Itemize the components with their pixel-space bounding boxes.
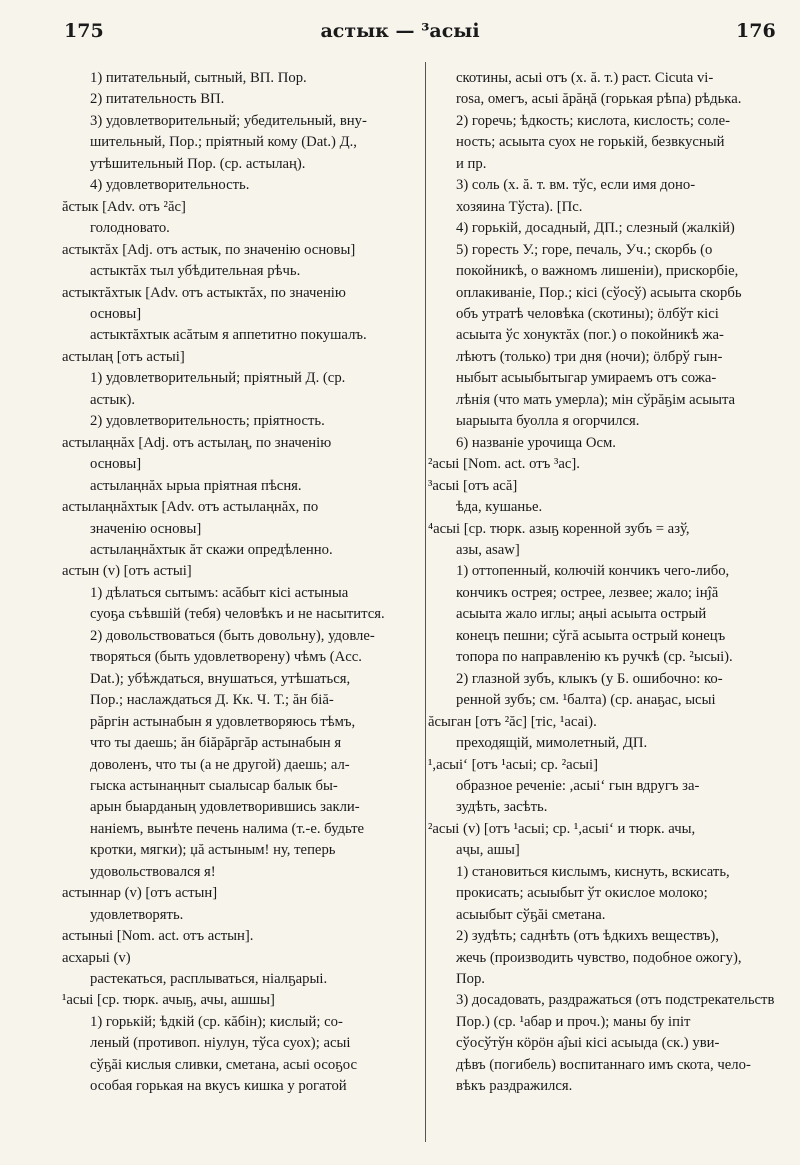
left-column-line: основы] bbox=[90, 305, 142, 322]
right-column-line: оплакиваніе, Пор.; кісі (сўосў) асыыта скорбь bbox=[456, 284, 742, 301]
left-column-line: что ты даешь; ăн біăрăргăр астынабын я bbox=[90, 735, 342, 752]
right-column-line: Пор. bbox=[456, 971, 485, 988]
right-column-line: аҷы, ашы] bbox=[456, 842, 520, 859]
right-column-line: и пр. bbox=[456, 155, 487, 172]
left-column-line: сўҕăі кислыя сливки, сметана, асыі осоҕос bbox=[90, 1056, 358, 1073]
left-column-line: наніемъ, вынѣте печень налима (т.-е. будьте bbox=[90, 820, 365, 837]
left-column-line: 2) питательность ВП. bbox=[90, 91, 225, 108]
right-column-line: 1) оттопенный, колючій кончикъ чего-либо, bbox=[456, 563, 730, 580]
right-column-line: преходящій, мимолетный, ДП. bbox=[456, 735, 648, 752]
left-column-line: 1) удовлетворительный; пріятный Д. (ср. bbox=[90, 370, 346, 387]
left-column-line: 1) дѣлаться сытымъ: асăбыт кісі астыныа bbox=[90, 584, 349, 601]
left-column-line: астыктăх [Adj. отъ астык, по значенію основы] bbox=[62, 241, 356, 258]
right-column-line: 2) глазной зубъ, клыкъ (у Б. ошибочно: ко- bbox=[456, 670, 723, 687]
left-column-line: астылаңнăх ырыа пріятная пѣсня. bbox=[90, 477, 302, 494]
left-column-line: астыктăхтык [Adv. отъ астыктăх, по значенію bbox=[62, 284, 346, 301]
left-column-line: Пор.; наслаждаться Д. Кк. Ч. Т.; ăн біă- bbox=[90, 692, 334, 709]
right-column-line: скотины, асыі отъ (х. ă. т.) раст. Cicuta vi- bbox=[456, 70, 714, 86]
left-column-line: суоҕа съѣвшій (тебя) человѣкъ и не насытится. bbox=[90, 606, 385, 623]
right-column-line: асыыта ўс хонуктăх (пог.) о покойникѣ жа- bbox=[456, 327, 724, 344]
right-column-line: Пор.) (ср. ¹абар и проч.); маны бу іпіт bbox=[456, 1013, 691, 1030]
right-column-line: 3) соль (х. ă. т. вм. тўс, если имя доно- bbox=[456, 177, 696, 194]
right-column-line: зудѣть, засѣть. bbox=[456, 799, 548, 816]
right-column-line: 2) горечь; ѣдкость; кислота, кислость; соле- bbox=[456, 112, 730, 129]
left-column bbox=[62, 68, 420, 1098]
left-column-line: основы] bbox=[90, 456, 142, 473]
right-column-line: 5) горесть У.; горе, печаль, Уч.; скорбь (о bbox=[456, 241, 713, 258]
left-column-line: 3) удовлетворительный; убедительный, вну- bbox=[90, 112, 367, 129]
right-column-line: образное реченіе: ,асыі‘ гын вдругъ за- bbox=[456, 777, 700, 794]
right-column-line: ныбыт асыыбытыгар умираемъ отъ сожа- bbox=[456, 370, 717, 387]
right-column-line: сўосўтўн кöрöн аĵыі кісі асыыда (ск.) уви- bbox=[456, 1035, 720, 1052]
page-header bbox=[0, 20, 800, 50]
left-column-line: утѣшительный Пор. (ср. астылаң). bbox=[90, 155, 306, 172]
left-column-line: удовольствовался я! bbox=[90, 863, 216, 880]
right-column bbox=[428, 68, 786, 1098]
column-divider bbox=[425, 62, 426, 1142]
left-column-line: астыныі [Nom. act. отъ астын]. bbox=[62, 928, 254, 945]
left-column-line: арын быарданың удовлетворившись закли- bbox=[90, 799, 360, 816]
right-column-line: ăсыган [отъ ²ăс] [тіс, ¹асаі). bbox=[428, 713, 597, 730]
right-column-line: конецъ пешни; сўгă асыыта острый конецъ bbox=[456, 627, 726, 644]
right-column-line: rosa, омегъ, асыі ăрăңă (горькая рѣпа) рѣдька. bbox=[456, 91, 742, 108]
right-column-line: кончикъ острея; острее, лезвее; жало; інĵă bbox=[456, 584, 719, 601]
left-column-line: доволенъ, что ты (а не другой) даешь; ал- bbox=[90, 756, 350, 773]
right-column-line: 6) названіе урочища Осм. bbox=[456, 434, 616, 451]
right-column-line: ²асыі (v) [отъ ¹асыі; ср. ¹,асыі‘ и тюрк. ачы, bbox=[428, 820, 696, 837]
right-column-line: ³асыі [отъ асă] bbox=[428, 477, 518, 494]
left-column-line: астыннар (v) [отъ астын] bbox=[62, 885, 218, 902]
left-column-line: 2) довольствоваться (быть довольну), удовле- bbox=[90, 627, 375, 644]
right-column-line: 4) горькій, досадный, ДП.; слезный (жалкій) bbox=[456, 220, 735, 237]
left-column-line: леный (противоп. ніулун, тўса суох); асыі bbox=[90, 1035, 351, 1052]
left-column-line: рăргін астынабын я удовлетворяюсь тѣмъ, bbox=[90, 713, 356, 730]
running-title: астык — ³асыі bbox=[320, 20, 480, 42]
left-column-line: творяться (быть удовлетворену) чѣмъ (Acc. bbox=[90, 649, 362, 666]
right-column-line: 2) зудѣть; саднѣть (отъ ѣдкихъ веществъ), bbox=[456, 928, 719, 945]
right-column-line: ность; асыыта суох не горькій, безвкусный bbox=[456, 134, 725, 151]
left-column-line: удовлетворять. bbox=[90, 906, 184, 923]
right-column-line: топора по направленію къ ручкѣ (ср. ²ысыі). bbox=[456, 649, 733, 666]
right-column-line: жечь (производить чувство, подобное ожогу), bbox=[456, 949, 742, 966]
left-column-line: астылаң [отъ астыі] bbox=[62, 348, 185, 365]
left-column-line: значенію основы] bbox=[90, 520, 202, 537]
right-column-line: ыарыыта буолла я огорчился. bbox=[456, 413, 640, 430]
right-column-line: ⁴асыі [ср. тюрк. азыҕ коренной зубъ = азў, bbox=[428, 520, 690, 537]
left-column-line: 2) удовлетворительность; пріятность. bbox=[90, 413, 325, 430]
right-column-line: 3) досадовать, раздражаться (отъ подстрекательств bbox=[456, 992, 775, 1009]
right-column-line: хозяина Тўста). [Пс. bbox=[456, 198, 583, 215]
right-column-line: ренной зубъ; см. ¹балта) (ср. анаҕас, ысыі bbox=[456, 692, 716, 709]
right-column-line: прокисать; асыыбыт ўт окислое молоко; bbox=[456, 885, 708, 902]
left-column-line: Dat.); убѣждаться, внушаться, утѣшаться, bbox=[90, 670, 351, 687]
right-column-line: ²асыі [Nom. act. отъ ³ас]. bbox=[428, 456, 580, 473]
left-column-line: 1) горькій; ѣдкій (ср. кăбін); кислый; со- bbox=[90, 1013, 343, 1030]
right-column-line: объ утратѣ человѣка (скотины); öлбўт кісі bbox=[456, 305, 719, 322]
left-column-line: асхарыі (v) bbox=[62, 949, 131, 966]
right-column-line: покойникѣ, о важномъ лишеніи), прискорбіе, bbox=[456, 263, 739, 280]
left-column-line: астылаңнăх [Adj. отъ астылаң, по значенію bbox=[62, 434, 332, 451]
left-column-line: астылаңнăхтык [Adv. отъ астылаңнăх, по bbox=[62, 499, 319, 516]
left-column-line: астылаңнăхтык ăт скажи опредѣленно. bbox=[90, 541, 333, 558]
right-column-line: ѣда, кушанье. bbox=[456, 499, 543, 516]
right-column-line: ¹,асыі‘ [отъ ¹асыі; ср. ²асыі] bbox=[428, 756, 598, 773]
right-column-line: азы, asaw] bbox=[456, 541, 520, 558]
right-column-line: лѣютъ (только) три дня (ночи); öлбрў гын- bbox=[456, 348, 723, 365]
left-column-line: растекаться, расплываться, ніалҕарыі. bbox=[90, 971, 328, 988]
page-number-right: 176 bbox=[736, 20, 776, 42]
left-column-line: 4) удовлетворительность. bbox=[90, 177, 250, 194]
left-column-line: кротки, мягки); џă астыным! ну, теперь bbox=[90, 842, 336, 859]
left-column-line: шительный, Пор.; пріятный кому (Dat.) Д., bbox=[90, 134, 357, 151]
left-column-line: ¹асыі [ср. тюрк. ачыҕ, ачы, ашшы] bbox=[62, 992, 275, 1009]
left-column-line: ăстык [Adv. отъ ²ăс] bbox=[62, 198, 186, 215]
right-column-line: дѣвъ (погибель) воспитаннаго имъ скота, чело- bbox=[456, 1056, 751, 1073]
left-column-line: астыктăх тыл убѣдительная рѣчь. bbox=[90, 263, 301, 280]
page-number-left: 175 bbox=[64, 20, 104, 42]
left-column-line: астыктăхтык асăтым я аппетитно покушалъ. bbox=[90, 327, 367, 344]
right-column-line: вѣкъ раздражился. bbox=[456, 1078, 573, 1095]
right-column-line: асыыбыт сўҕăі сметана. bbox=[456, 906, 606, 923]
left-column-line: голодновато. bbox=[90, 220, 170, 237]
left-column-line: гыска астынаңныт сыалысар балык бы- bbox=[90, 777, 338, 794]
left-column-line: астын (v) [отъ астыі] bbox=[62, 563, 192, 580]
left-column-line: особая горькая на вкусъ кишка у рогатой bbox=[90, 1078, 347, 1095]
right-column-line: 1) становиться кислымъ, киснуть, вскисать, bbox=[456, 863, 730, 880]
left-column-line: астык). bbox=[90, 391, 136, 408]
right-column-line: лѣнія (что мать умерла); мін сўрăҕім асыыта bbox=[456, 391, 736, 408]
right-column-line: асыыта жало иглы; аңыі асыыта острый bbox=[456, 606, 707, 623]
left-column-line: 1) питательный, сытный, ВП. Пор. bbox=[90, 70, 307, 86]
